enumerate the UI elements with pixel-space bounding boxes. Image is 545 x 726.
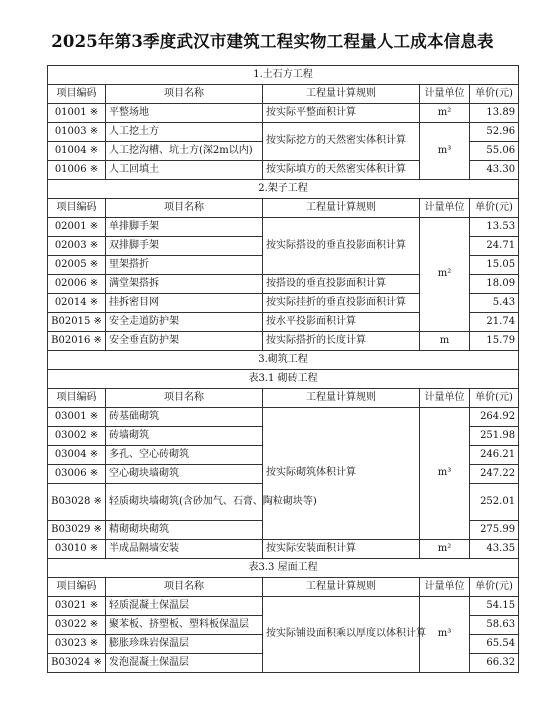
- subsection-header: [48, 370, 519, 389]
- unit: m²: [420, 218, 470, 332]
- calc-rule: 按实际填方的天然密实体积计算: [263, 161, 420, 180]
- item-code: 03006 ※: [48, 465, 106, 484]
- unit: m³: [420, 123, 470, 180]
- page-title: 2025年第3季度武汉市建筑工程实物工程量人工成本信息表: [51, 32, 494, 51]
- unit-price: 247.22: [470, 465, 519, 484]
- item-name: 半成品隔墙安装: [106, 540, 263, 559]
- unit-price: 13.53: [470, 218, 519, 237]
- item-code: B02015 ※: [48, 313, 106, 332]
- item-code: 02003 ※: [48, 237, 106, 256]
- item-name: 膨胀珍珠岩保温层: [106, 635, 263, 654]
- unit-price: 43.30: [470, 161, 519, 180]
- table-header-row: [48, 389, 519, 408]
- item-code: 02014 ※: [48, 294, 106, 313]
- item-code: 01003 ※: [48, 123, 106, 142]
- unit-price: 15.05: [470, 256, 519, 275]
- table-row: [48, 540, 519, 559]
- table-row: [48, 597, 519, 616]
- col-header-price: 单价(元): [470, 85, 519, 104]
- col-header-code: 项目编码: [48, 578, 106, 597]
- item-code: 01004 ※: [48, 142, 106, 161]
- calc-rule: 按实际挂折的垂直投影面积计算: [263, 294, 420, 313]
- table-row: [48, 408, 519, 427]
- item-name: 挂拆密目网: [106, 294, 263, 313]
- item-code: 01006 ※: [48, 161, 106, 180]
- col-header-price: 单价(元): [470, 199, 519, 218]
- calc-rule: 按实际砌筑体积计算: [263, 408, 420, 540]
- unit-price: 65.54: [470, 635, 519, 654]
- item-code: 03004 ※: [48, 446, 106, 465]
- col-header-name: 项目名称: [106, 578, 263, 597]
- item-name: 单排脚手架: [106, 218, 263, 237]
- col-header-rule: 工程量计算规则: [263, 85, 420, 104]
- item-code: 02005 ※: [48, 256, 106, 275]
- item-name: 轻质砌块墙砌筑(含砂加气、石膏、陶粒砌块等): [106, 484, 263, 521]
- item-name: 精砌砌块砌筑: [106, 521, 263, 540]
- col-header-unit: 计量单位: [420, 85, 470, 104]
- unit: m³: [420, 408, 470, 540]
- unit-price: 275.99: [470, 521, 519, 540]
- item-name: 轻质混凝土保温层: [106, 597, 263, 616]
- col-header-price: 单价(元): [470, 389, 519, 408]
- item-name: 聚苯板、挤塑板、塑料板保温层: [106, 616, 263, 635]
- item-name: 人工回填土: [106, 161, 263, 180]
- col-header-name: 项目名称: [106, 199, 263, 218]
- item-name: 多孔、空心砖砌筑: [106, 446, 263, 465]
- item-name: 发泡混凝土保温层: [106, 654, 263, 673]
- item-name: 人工挖土方: [106, 123, 263, 142]
- table-row: [48, 104, 519, 123]
- section-title: 3.砌筑工程: [48, 351, 519, 370]
- table-row: [48, 218, 519, 237]
- calc-rule: 按实际安装面积计算: [263, 540, 420, 559]
- cost-table: [47, 65, 519, 673]
- section-header: [48, 351, 519, 370]
- col-header-code: 项目编码: [48, 85, 106, 104]
- item-code: 01001 ※: [48, 104, 106, 123]
- item-name: 满堂架搭拆: [106, 275, 263, 294]
- subsection-title: 表3.3 屋面工程: [48, 559, 519, 578]
- calc-rule: 按实际铺设面积乘以厚度以体积计算: [263, 597, 420, 673]
- item-code: 03001 ※: [48, 408, 106, 427]
- item-name: 双排脚手架: [106, 237, 263, 256]
- item-name: 里架搭折: [106, 256, 263, 275]
- calc-rule: 按水平投影面积计算: [263, 313, 420, 332]
- unit-price: 24.71: [470, 237, 519, 256]
- table-header-row: [48, 85, 519, 104]
- item-name: 空心砌块墙砌筑: [106, 465, 263, 484]
- section-header: [48, 180, 519, 199]
- section-header: [48, 66, 519, 85]
- col-header-rule: 工程量计算规则: [263, 199, 420, 218]
- unit-price: 43.35: [470, 540, 519, 559]
- item-code: 03022 ※: [48, 616, 106, 635]
- subsection-header: [48, 559, 519, 578]
- unit-price: 21.74: [470, 313, 519, 332]
- subsection-title: 表3.1 砌砖工程: [48, 370, 519, 389]
- section-title: 1.土石方工程: [48, 66, 519, 85]
- table-header-row: [48, 578, 519, 597]
- col-header-unit: 计量单位: [420, 578, 470, 597]
- unit-price: 246.21: [470, 446, 519, 465]
- unit-price: 54.15: [470, 597, 519, 616]
- unit-price: 58.63: [470, 616, 519, 635]
- unit-price: 15.79: [470, 332, 519, 351]
- unit-price: 13.89: [470, 104, 519, 123]
- item-code: B03024 ※: [48, 654, 106, 673]
- unit-price: 52.96: [470, 123, 519, 142]
- unit-price: 18.09: [470, 275, 519, 294]
- col-header-unit: 计量单位: [420, 389, 470, 408]
- col-header-name: 项目名称: [106, 85, 263, 104]
- section-title: 2.架子工程: [48, 180, 519, 199]
- unit-price: 251.98: [470, 427, 519, 446]
- item-name: 人工挖沟槽、坑土方(深2m以内): [106, 142, 263, 161]
- item-code: 03002 ※: [48, 427, 106, 446]
- item-name: 安全走道防护架: [106, 313, 263, 332]
- item-code: 02001 ※: [48, 218, 106, 237]
- table-header-row: [48, 199, 519, 218]
- calc-rule: 按搭设的垂直投影面积计算: [263, 275, 420, 294]
- col-header-name: 项目名称: [106, 389, 263, 408]
- unit-price: 66.32: [470, 654, 519, 673]
- col-header-rule: 工程量计算规则: [263, 578, 420, 597]
- item-name: 砖墙砌筑: [106, 427, 263, 446]
- item-code: B02016 ※: [48, 332, 106, 351]
- col-header-rule: 工程量计算规则: [263, 389, 420, 408]
- calc-rule: 按实际搭设的垂直投影面积计算: [263, 218, 420, 275]
- item-code: 03023 ※: [48, 635, 106, 654]
- col-header-code: 项目编码: [48, 389, 106, 408]
- calc-rule: 按实际平整面积计算: [263, 104, 420, 123]
- unit: m²: [420, 104, 470, 123]
- unit: m³: [420, 597, 470, 673]
- item-name: 砖基础砌筑: [106, 408, 263, 427]
- col-header-price: 单价(元): [470, 578, 519, 597]
- unit-price: 5.43: [470, 294, 519, 313]
- unit: m: [420, 332, 470, 351]
- unit-price: 55.06: [470, 142, 519, 161]
- calc-rule: 按实际搭折的长度计算: [263, 332, 420, 351]
- col-header-unit: 计量单位: [420, 199, 470, 218]
- item-name: 平整场地: [106, 104, 263, 123]
- col-header-code: 项目编码: [48, 199, 106, 218]
- unit-price: 264.92: [470, 408, 519, 427]
- item-code: 02006 ※: [48, 275, 106, 294]
- item-code: B03028 ※: [48, 484, 106, 521]
- table-row: [48, 123, 519, 142]
- unit-price: 252.01: [470, 484, 519, 521]
- item-code: 03010 ※: [48, 540, 106, 559]
- table-row: [48, 332, 519, 351]
- item-code: 03021 ※: [48, 597, 106, 616]
- unit: m²: [420, 540, 470, 559]
- item-code: B03029 ※: [48, 521, 106, 540]
- item-name: 安全垂直防护架: [106, 332, 263, 351]
- calc-rule: 按实际挖方的天然密实体积计算: [263, 123, 420, 161]
